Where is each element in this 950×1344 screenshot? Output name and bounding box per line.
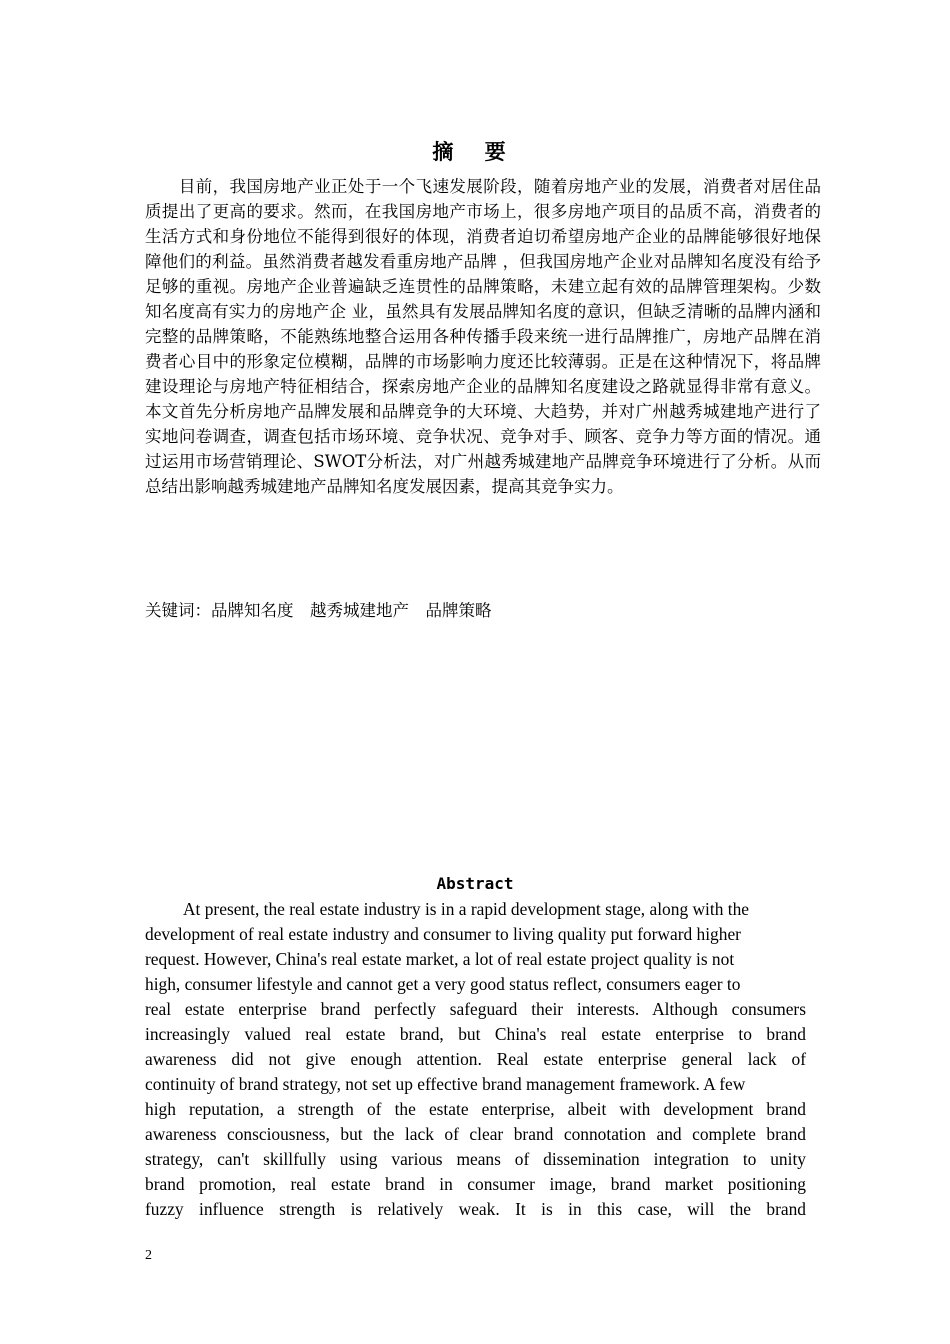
english-abstract-title: Abstract <box>436 874 514 893</box>
abstract-line: awareness did not give enough attention. Real estate enterprise general lack of <box>145 1049 806 1069</box>
abstract-line: development of real estate industry and consumer to living quality put forward higher <box>145 924 741 944</box>
abstract-line: awareness consciousness, but the lack of clear brand connotation and complete brand <box>145 1124 806 1144</box>
abstract-line: increasingly valued real estate brand, but China's real estate enterprise to brand <box>145 1024 806 1044</box>
keywords-label: 关键词： <box>145 601 211 620</box>
english-abstract-body <box>145 897 806 1222</box>
abstract-line: continuity of brand strategy, not set up effective brand management framework. A few <box>145 1074 746 1094</box>
chinese-abstract-body: 目前，我国房地产业正处于一个飞速发展阶段，随着房地产业的发展，消费者对居住品质提出了更高的要求。然而，在我国房地产市场上，很多房地产项目的品质不高，消费者的生活方式和身份地位不能得到很好的体现，消费者迫切希望房地产企业的品牌能够很好地保障他们的利益。虽然消费者越发看重房地产品牌 ，但我国房地产企业对品牌知名度没有给予足够的重视。房地产企业普遍缺乏连贯性的品牌策略，未建立起有效的品牌管理架构。少数知名度高有实力的房地产企 业，虽然具有发展品牌知名度的意识，但缺乏清晰的品牌内涵和完整的品牌策略，不能熟练地整合运用各种传播手段来统一进行品牌推广，房地产品牌在消费者心目中的形象定位模糊，品牌的市场影响力度还比较薄弱。正是在这种情况下，将品牌建设理论与房地产特征相结合，探索房地产企业的品牌知名度建设之路就显得非常有意义。本文首先分析房地产品牌发展和品牌竞争的大环境、大趋势，并对广州越秀城建地产进行了实地问卷调查，调查包括市场环境、竞争状况、竞争对手、顾客、竞争力等方面的情况。通过运用市场营销理论、SWOT分析法，对广州越秀城建地产品牌竞争环境进行了分析。从而总结出影响越秀城建地产品牌知名度发展因素，提高其竞争实力。 <box>145 177 821 496</box>
keywords-line <box>145 598 821 623</box>
abstract-line: request. However, China's real estate market, a lot of real estate project quality is not <box>145 949 735 969</box>
abstract-line: real estate enterprise brand perfectly safeguard their interests. Although consumers <box>145 999 806 1019</box>
abstract-line: strategy, can't skillfully using various means of dissemination integration to unity <box>145 1149 806 1169</box>
page-number: 2 <box>145 1248 152 1263</box>
chinese-abstract-title: 摘 要 <box>432 140 518 164</box>
abstract-line: At present, the real estate industry is in a rapid development stage, along with the <box>183 899 750 919</box>
abstract-line: high, consumer lifestyle and cannot get a very good status reflect, consumers eager to <box>145 974 741 994</box>
abstract-line: fuzzy influence strength is relatively weak. It is in this case, will the brand <box>145 1199 806 1219</box>
keywords-value: 品牌知名度 越秀城建地产 品牌策略 <box>211 601 492 620</box>
abstract-line: brand promotion, real estate brand in consumer image, brand market positioning <box>145 1174 806 1194</box>
abstract-line: high reputation, a strength of the estate enterprise, albeit with development brand <box>145 1099 806 1119</box>
